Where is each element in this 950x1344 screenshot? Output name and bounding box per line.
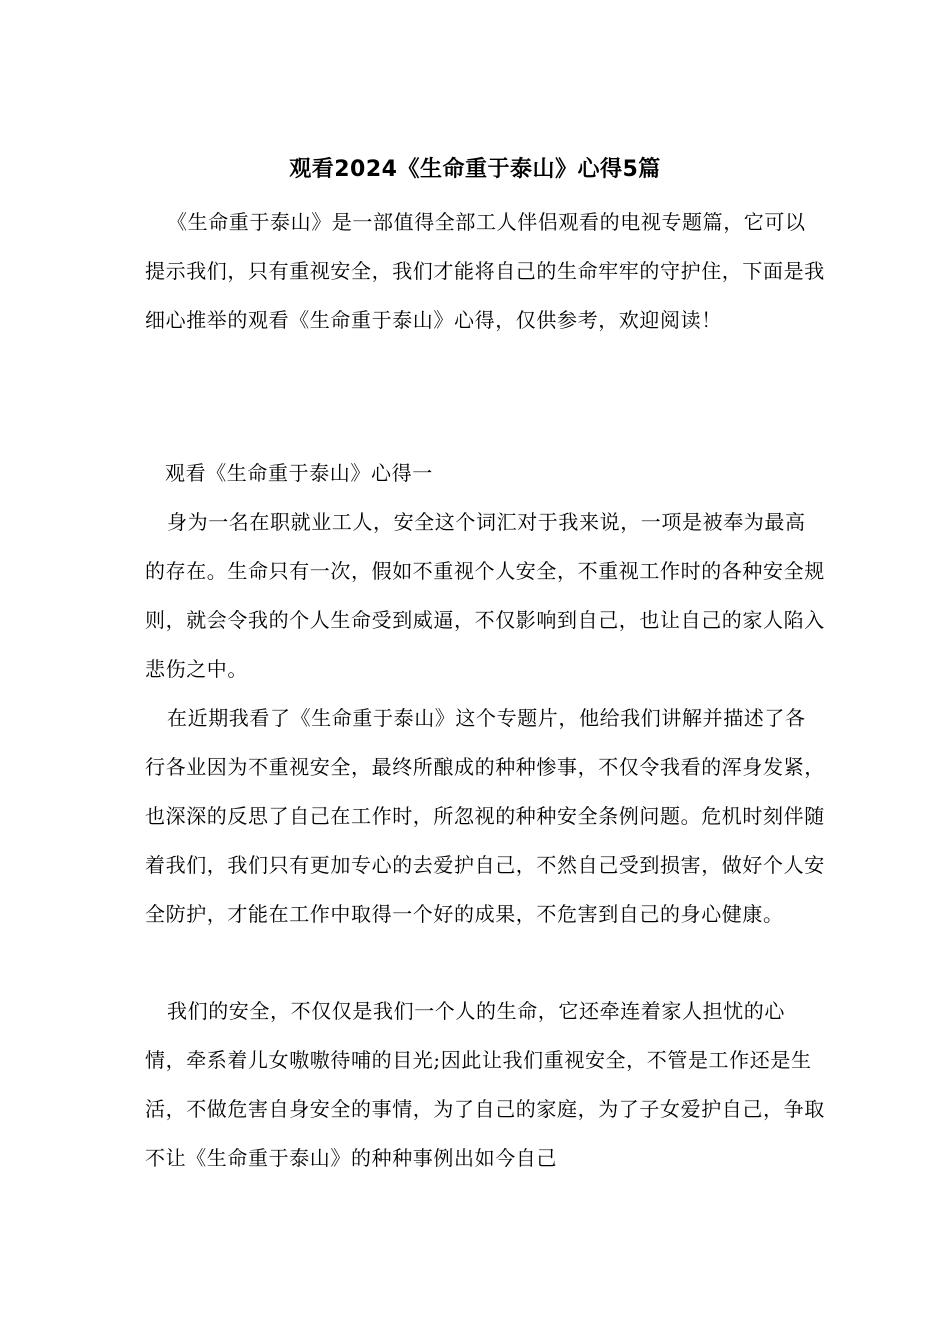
body-paragraph-2: 在近期我看了《生命重于泰山》这个专题片，他给我们讲解并描述了各行各业因为不重视安全，最终所酿成的种种惨事，不仅令我看的浑身发紧，也深深的反思了自己在工作时，所忽视的种种安全条例问题。危机时刻伴随着我们，我们只有更加专心的去爱护自己，不然自己受到损害，做好个人安全防护，才能在工作中取得一个好的成果，不危害到自己的身心健康。 bbox=[145, 706, 825, 926]
section-heading: 观看《生命重于泰山》心得一 bbox=[165, 461, 433, 485]
body-paragraph-1: 身为一名在职就业工人，安全这个词汇对于我来说，一项是被奉为最高的存在。生命只有一次，假如不重视个人安全，不重视工作时的各种安全规则，就会令我的个人生命受到威逼，不仅影响到自己，也让自己的家人陷入悲伤之中。 bbox=[145, 510, 825, 681]
body-paragraph-3: 我们的安全，不仅仅是我们一个人的生命，它还牵连着家人担忧的心情，牵系着儿女嗷嗷待哺的目光;因此让我们重视安全，不管是工作还是生活，不做危害自身安全的事情，为了自己的家庭，为了子女爱护自己，争取不让《生命重于泰山》的种种事例出如今自己 bbox=[145, 999, 825, 1170]
intro-paragraph: 《生命重于泰山》是一部值得全部工人伴侣观看的电视专题篇，它可以提示我们，只有重视安全，我们才能将自己的生命牢牢的守护住，下面是我细心推举的观看《生命重于泰山》心得，仅供参考，欢迎阅读！ bbox=[145, 210, 825, 332]
document-title: 观看2024《生命重于泰山》心得5篇 bbox=[289, 157, 661, 182]
